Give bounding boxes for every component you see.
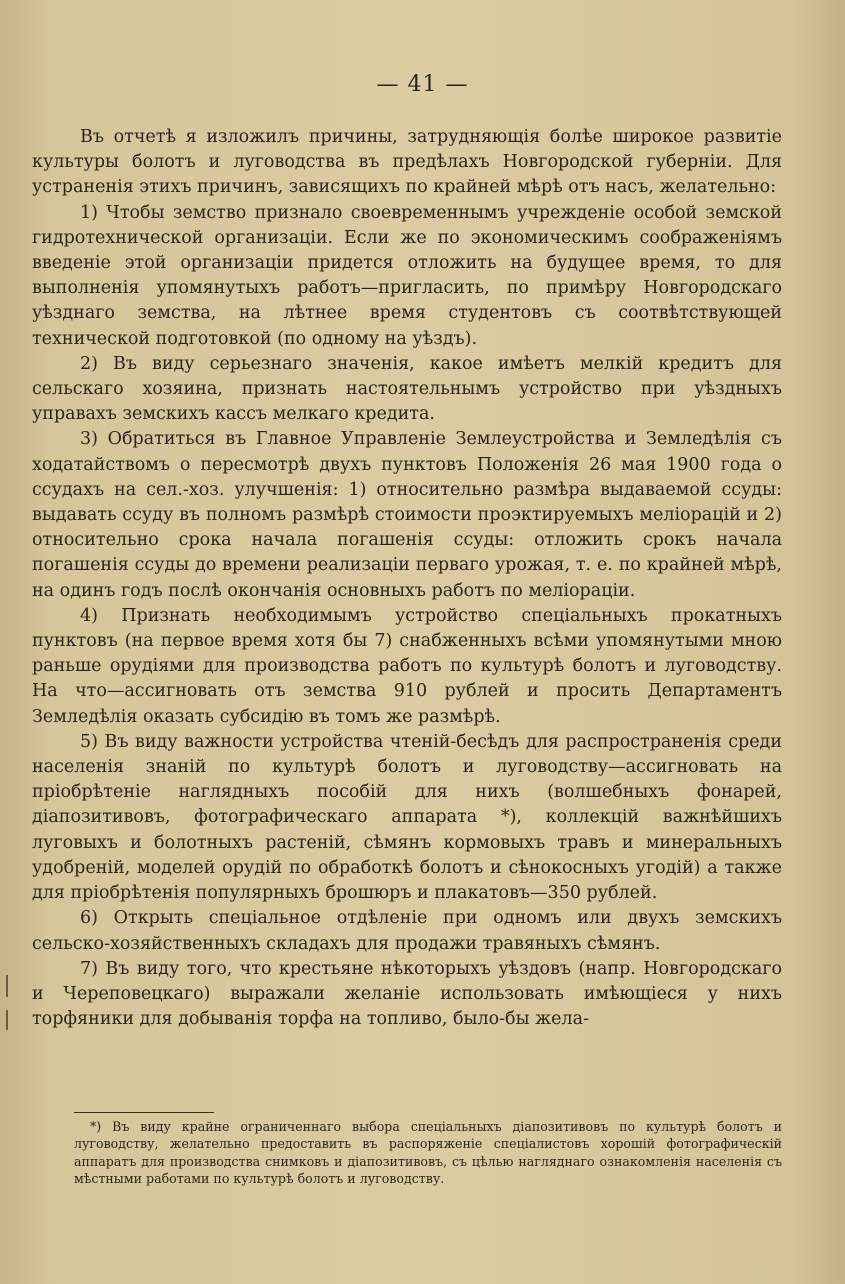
paragraph-item-3: 3) Обратиться въ Главное Управленіе Землеустройства и Земледѣлія съ ходатайствомъ о пересмотрѣ двухъ пунктовъ Положенія 26 мая 1900 года о ссудахъ на сел.-хоз. улучшенія: 1) относительно размѣра выдаваемой ссуды: выдавать ссуду въ полномъ размѣрѣ стоимости проэктируемыхъ меліорацій и 2) относительно срока начала погашенія ссуды: отложить срокъ начала погашенія ссуды до времени реализаціи перваго урожая, т. е. по крайней мѣрѣ, на одинъ годъ послѣ окончанія основныхъ работъ по меліораціи. [32,429,782,601]
paragraph-item-6: 6) Открыть спеціальное отдѣленіе при одномъ или двухъ земскихъ сельско-хозяйственныхъ складахъ для продажи травяныхъ сѣмянъ. [32,908,782,954]
margin-mark [6,975,8,997]
footnote: *) Въ виду крайне ограниченнаго выбора спеціальныхъ діапозитивовъ по культурѣ болотъ и луговодству, желательно предоставить въ распоряженіе спеціалистовъ хорошій фотографическій аппаратъ для производства снимковъ и діапозитивовъ, съ цѣлью нагляднаго ознакомленія населенія съ мѣстными работами по культурѣ болотъ и луговодству. [74,1119,782,1187]
paragraph-item-2: 2) Въ виду серьезнаго значенія, какое имѣетъ мелкій кредитъ для сельскаго хозяина, признать настоятельнымъ устройство при уѣздныхъ управахъ земскихъ кассъ мелкаго кредита. [32,353,782,425]
paragraph-item-1: 1) Чтобы земство признало своевременнымъ учрежденіе особой земской гидротехнической организаціи. Если же по экономическимъ соображеніямъ введеніе этой организаціи придется отложить на будущее время, то для выполненія упомянутыхъ работъ—пригласить, по примѣру Новгородскаго уѣзднаго земства, на лѣтнее время студентовъ съ соотвѣтствующей технической подготовкой (по одному на уѣздъ). [32,202,782,349]
paragraph-item-7: 7) Въ виду того, что крестьяне нѣкоторыхъ уѣздовъ (напр. Новгородскаго и Череповецкаго) выражали желаніе использовать имѣющіеся у нихъ торфяники для добыванія торфа на топливо, было-бы жела- [32,958,782,1030]
paragraph-item-4: 4) Признать необходимымъ устройство спеціальныхъ прокатныхъ пунктовъ (на первое время хотя бы 7) снабженныхъ всѣми упомянутыми мною раньше орудіями для производства работъ по культурѣ болотъ и луговодству. На что—ассигновать отъ земства 910 рублей и просить Департаментъ Земледѣлія оказать субсидію въ томъ же размѣрѣ. [32,605,782,727]
margin-mark [6,1010,8,1030]
paragraph-item-5: 5) Въ виду важности устройства чтеній-бесѣдъ для распространенія среди населенія знаній по культурѣ болотъ и луговодству—ассигновать на пріобрѣтеніе наглядныхъ пособій для нихъ (волшебныхъ фонарей, діапозитивовъ, фотографическаго аппарата *), коллекцій важнѣйшихъ луговыхъ и болотныхъ растеній, сѣмянъ кормовыхъ травъ и минеральныхъ удобреній, моделей орудій по обработкѣ болотъ и сѣнокосныхъ угодій) а также для пріобрѣтенія популярныхъ брошюръ и плакатовъ—350 рублей. [32,731,782,904]
paragraph-intro: Въ отчетѣ я изложилъ причины, затрудняющія болѣе широкое развитіе культуры болотъ и луговодства въ предѣлахъ Новгородской губерніи. Для устраненія этихъ причинъ, зависящихъ по крайней мѣрѣ отъ насъ, желательно: [32,127,782,198]
page-number: — 41 — [376,72,469,97]
main-text [32,125,782,1032]
footnote-divider [74,1112,214,1113]
